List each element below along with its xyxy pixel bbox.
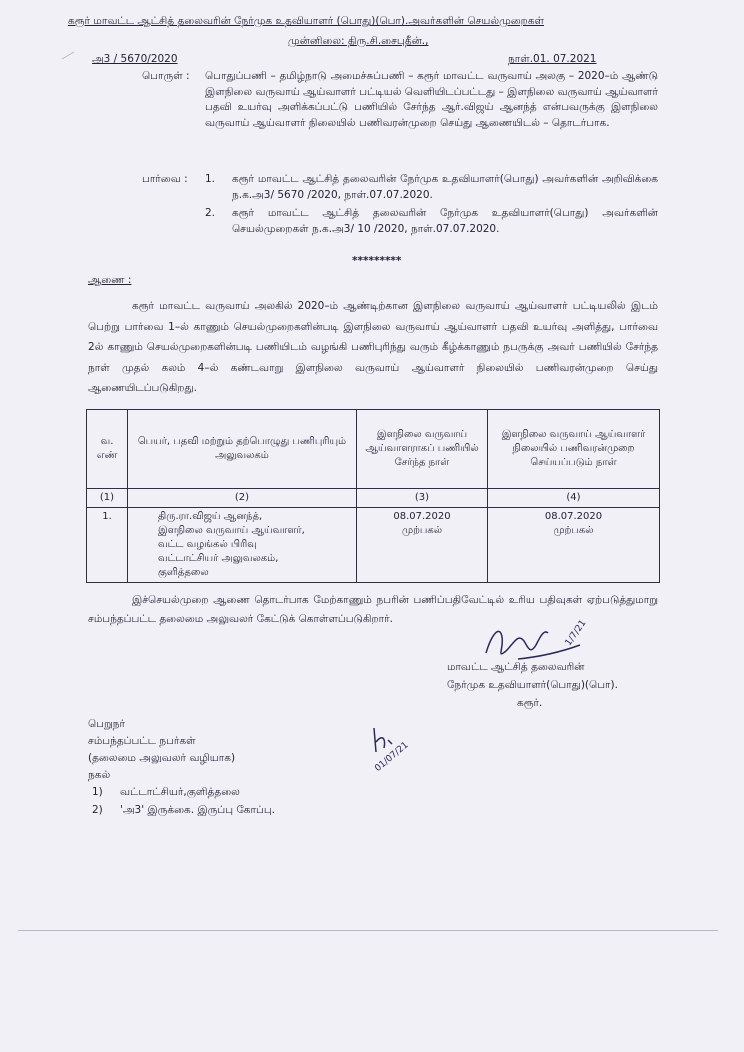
header-presiding-officer: முன்னிலை: திரு.சி.சைபுதீன்., xyxy=(288,35,429,47)
table-header-row xyxy=(87,410,660,489)
signatory-place: கரூர். xyxy=(517,697,543,709)
reference-number: அ3 / 5670/2020 xyxy=(92,53,178,65)
recipient-label: பெறுநர் xyxy=(88,718,125,730)
reference-2-number: 2. xyxy=(205,207,216,219)
table-column-number-row xyxy=(87,489,660,508)
signature-date-note: 1/7/21 xyxy=(563,618,589,648)
scan-artifact-line xyxy=(18,930,718,931)
header-serial: வ. எண் xyxy=(87,410,128,489)
copy-label: நகல் xyxy=(88,769,111,781)
subject-label: பொருள் : xyxy=(142,70,190,82)
joining-date-value: 08.07.2020 xyxy=(393,511,451,522)
order-heading: ஆணை : xyxy=(88,274,132,286)
initials-date: 01/07/21 xyxy=(373,740,411,774)
row-regularisation-date xyxy=(488,508,660,583)
place-line: குளித்தலை xyxy=(158,567,209,578)
header-title: கரூர் மாவட்ட ஆட்சித் தலைவரின் நேர்முக உதவியாளர் (பொது)(பொ).அவர்களின் செயல்முறைகள் xyxy=(68,15,545,27)
office-line: வட்டாட்சியர் அலுவலகம், xyxy=(158,553,279,564)
copy-2-text: 'அ3' இருக்கை. இருப்பு கோப்பு. xyxy=(120,804,275,816)
scan-artifact-mark xyxy=(62,52,75,60)
copy-1-number: 1) xyxy=(92,786,103,798)
header-name-post-office: பெயர், பதவி மற்றும் தற்பொழுது பணிபுரியும் அலுவலகம் xyxy=(128,410,357,489)
regularisation-table xyxy=(86,409,660,583)
regularisation-session: முற்பகல் xyxy=(553,525,594,536)
recipient-line-1: சம்பந்தப்பட்ட நபர்கள் xyxy=(88,735,196,747)
separator-stars: ********* xyxy=(352,255,402,267)
post-line: இளநிலை வருவாய் ஆய்வாளர், xyxy=(158,525,305,536)
recipient-line-2: (தலைமை அலுவலர் வழியாக) xyxy=(88,752,236,764)
section-line: வட்ட வழங்கல் பிரிவு xyxy=(158,539,257,550)
copy-1-text: வட்டாட்சியர்,குளித்தலை xyxy=(120,786,240,798)
header-joining-date: இளநிலை வருவாய் ஆய்வாளராகப் பணியில் சேர்ந்த நாள் xyxy=(357,410,488,489)
reference-1-text: கரூர் மாவட்ட ஆட்சித் தலைவரின் நேர்முக உதவியாளர்(பொது) அவர்களின் அறிவிக்கை ந.க.அ3/ 5670 /2020, நாள்.07.07.2020. xyxy=(232,173,658,201)
reference-2-text: கரூர் மாவட்ட ஆட்சித் தலைவரின் நேர்முக உதவியாளர்(பொது) அவர்களின் செயல்முறைகள் ந.க.அ3/ 10 /2020, நாள்.07.07.2020. xyxy=(232,207,658,235)
row-serial: 1. xyxy=(87,508,128,583)
copy-2-number: 2) xyxy=(92,804,103,816)
row-name-post-office xyxy=(128,508,357,583)
reference-1-number: 1. xyxy=(205,173,216,185)
name-line: திரு.ரா.விஜய் ஆனந்த், xyxy=(158,511,263,522)
signatory-line-2: நேர்முக உதவியாளர்(பொது)(பொ). xyxy=(447,679,618,691)
header-regularisation-date: இளநிலை வருவாய் ஆய்வாளர் நிலையில் பணிவரன்முறை செய்யப்படும் நாள் xyxy=(488,410,660,489)
order-paragraph: கரூர் மாவட்ட வருவாய் அலகில் 2020–ம் ஆண்டிற்கான இளநிலை வருவாய் ஆய்வாளர் பட்டியலில் இடம் பெற்று பார்வை 1–ல் காணும் செயல்முறைகளின்படி இளநிலை வருவாய் ஆய்வாளர் பதவி உயர்வு அளித்து, பார்வை 2ல் காணும் செயல்முறைகளின்படி பணியிடம் வழங்கி பணிபுரிந்து வரும் கீழ்க்காணும் நபருக்கு அவர் பணியில் சேர்ந்த நாள் முதல் கலம் 4–ல் கண்டவாறு இளநிலை வருவாய் ஆய்வாளர் நிலையில் பணிவரன்முறை செய்து ஆணையிடப்படுகிறது. xyxy=(88,300,658,394)
column-number-3: (3) xyxy=(357,489,488,508)
column-number-2: (2) xyxy=(128,489,357,508)
row-joining-date xyxy=(357,508,488,583)
table-row xyxy=(87,508,660,583)
column-number-4: (4) xyxy=(488,489,660,508)
document-date: நாள்.01. 07.2021 xyxy=(508,53,597,65)
subject-text: பொதுப்பணி – தமிழ்நாடு அமைச்சுப்பணி – கரூர் மாவட்ட வருவாய் அலகு – 2020–ம் ஆண்டு இளநிலை வருவாய் ஆய்வாளர் பட்டியல் வெளியிடப்பட்டது – இளநிலை வருவாய் ஆய்வாளர் பதவி உயர்வு அளிக்கப்பட்டு பணியில் சேர்ந்த ஆர்.விஜய் ஆனந்த் என்பவருக்கு இளநிலை வருவாய் ஆய்வாளர் நிலையில் பணிவரன்முறை செய்து ஆணையிடல் – தொடர்பாக. xyxy=(205,70,658,129)
signatory-line-1: மாவட்ட ஆட்சித் தலைவரின் xyxy=(447,661,585,673)
closing-paragraph: இச்செயல்முறை ஆணை தொடர்பாக மேற்காணும் நபரின் பணிப்பதிவேட்டில் உரிய பதிவுகள் ஏற்படுத்துமாறு சம்பந்தப்பட்ட தலைமை அலுவலர் கேட்டுக் கொள்ளப்படுகிறார். xyxy=(88,594,658,625)
regularisation-date-value: 08.07.2020 xyxy=(544,511,603,522)
column-number-1: (1) xyxy=(87,489,128,508)
references-label: பார்வை : xyxy=(142,173,188,185)
joining-session: முற்பகல் xyxy=(401,525,443,536)
